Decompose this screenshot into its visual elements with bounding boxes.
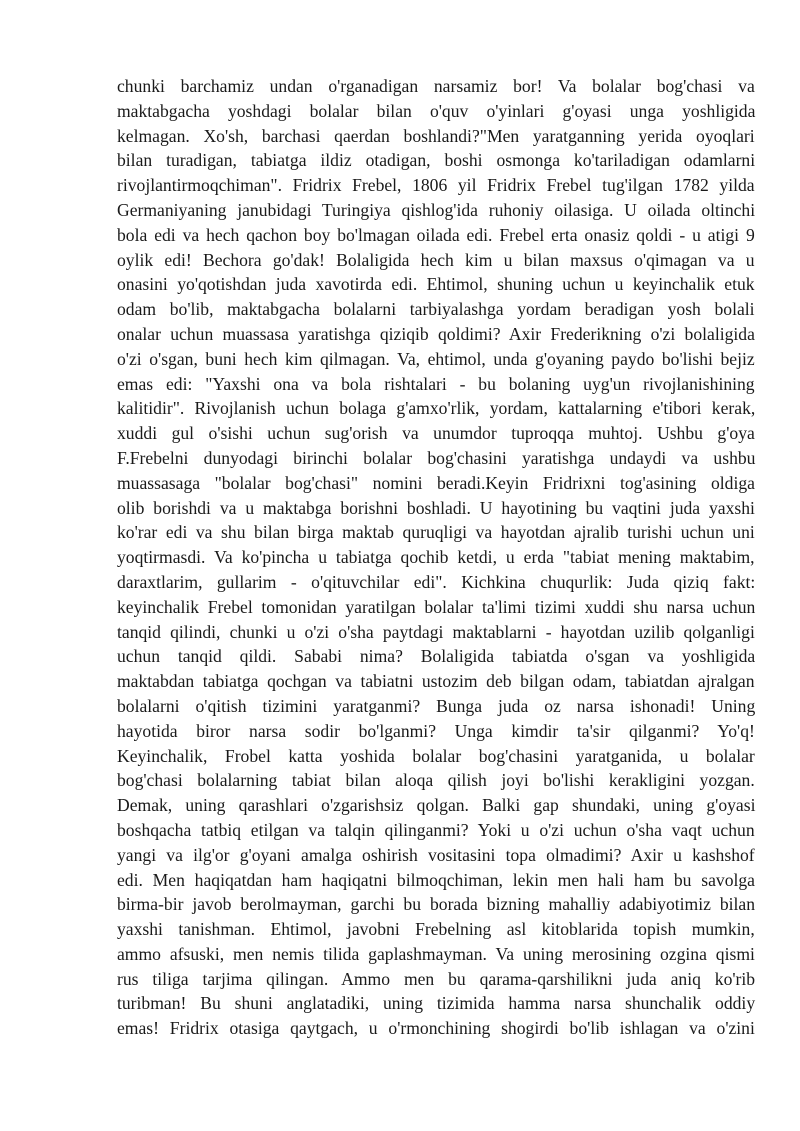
text-line: bola edi va hech qachon boy bo'lmagan oilada edi. Frebel erta onasiz qoldi - u atigi 9	[117, 224, 755, 245]
text-line: tanqid qilindi, chunki u o'zi o'sha paytdagi maktablarni - hayotdan uzilib qolganligi	[117, 621, 755, 642]
text-line: Demak, uning qarashlari o'zgarishsiz qolgan. Balki gap shundaki, uning g'oyasi	[117, 795, 756, 816]
text-line: maktabdan tabiatga qochgan va tabiatni ustozim deb bilgan odam, tabiatdan ajralgan	[117, 671, 755, 692]
text-line: emas! Fridrix otasiga qaytgach, u o'rmonchining shogirdi bo'lib ishlagan va o'zini	[117, 1018, 755, 1039]
text-line: edi. Men haqiqatdan ham haqiqatni bilmoqchiman, lekin men hali ham bu savolga	[117, 869, 755, 890]
text-line: yangi va ilg'or g'oyani amalga oshirish vositasini topa olmadimi? Axir u kashshof	[117, 844, 755, 865]
text-line: oylik edi! Bechora go'dak! Bolaligida hech kim u bilan maxsus o'qimagan va u	[117, 249, 755, 270]
text-line: olib borishdi va u maktabga borishni boshladi. U hayotining bu vaqtini juda yaxshi	[117, 497, 755, 518]
text-line: birma-bir javob berolmayman, garchi bu borada bizning mahalliy adabiyotimiz bilan	[117, 894, 756, 915]
text-line: rivojlantirmoqchiman". Fridrix Frebel, 1806 yil Fridrix Frebel tug'ilgan 1782 yilda	[117, 175, 755, 196]
text-line: Keyinchalik, Frobel katta yoshida bolalar bog'chasini yaratganida, u bolalar	[117, 745, 755, 766]
text-line: muassasaga "bolalar bog'chasi" nomini beradi.Keyin Fridrixni tog'asining oldiga	[117, 472, 755, 493]
text-line: onalar uchun muassasa yaratishga qiziqib qoldimi? Axir Frederikning o'zi bolaligida	[117, 323, 755, 344]
text-line: ko'rar edi va shu bilan birga maktab quruqligi va hayotdan ajralib turishi uchun uni	[117, 522, 755, 543]
text-line: o'zi o'sgan, buni hech kim qilmagan. Va, ehtimol, unda g'oyaning paydo bo'lishi bejiz	[117, 348, 755, 369]
text-line: yaxshi tanishman. Ehtimol, javobni Frebelning asl kitoblarida topish mumkin,	[117, 919, 755, 940]
text-line: rus tiliga tarjima qilingan. Ammo men bu qarama-qarshilikni juda aniq ko'rib	[117, 968, 756, 989]
text-line: daraxtlarim, gullarim - o'qituvchilar edi". Kichkina chuqurlik: Juda qiziq fakt:	[117, 571, 756, 592]
text-line: kelmagan. Xo'sh, barchasi qaerdan boshlandi?"Men yaratganning yerida oyoqlari	[117, 125, 755, 146]
text-line: chunki barchamiz undan o'rganadigan narsamiz bor! Va bolalar bog'chasi va	[117, 76, 755, 96]
text-line: uchun tanqid qildi. Sababi nima? Bolaligida tabiatda o'sgan va yoshligida	[117, 646, 756, 667]
text-line: bolalarni o'qitish tizimini yaratganmi? Bunga juda oz narsa ishonadi! Uning	[117, 695, 756, 716]
text-line: odam bo'lib, maktabgacha bolalarni tarbiyalashga yordam beradigan yosh bolali	[117, 299, 755, 320]
text-line: bilan turadigan, tabiatga ildiz otadigan, boshi osmonga ko'tariladigan odamlarni	[117, 150, 756, 171]
text-line: F.Frebelni dunyodagi birinchi bolalar bog'chasini yaratishga undaydi va ushbu	[117, 447, 756, 468]
document-page	[117, 74, 755, 1041]
text-line: onasini yo'qotishdan juda xavotirda edi. Ehtimol, shuning uchun u keyinchalik etuk	[117, 274, 755, 295]
text-line: boshqacha tatbiq etilgan va talqin qilinganmi? Yoki u o'zi uchun o'sha vaqt uchun	[117, 819, 755, 840]
text-line: turibman! Bu shuni anglatadiki, uning tizimida hamma narsa shunchalik oddiy	[117, 993, 756, 1014]
text-line: xuddi gul o'sishi uchun sug'orish va unumdor tuproqqa muhtoj. Ushbu g'oya	[117, 423, 755, 444]
text-line: kalitidir". Rivojlanish uchun bolaga g'amxo'rlik, yordam, kattalarning e'tibori kerak,	[117, 398, 756, 419]
text-line: ammo afsuski, men nemis tilida gaplashmayman. Va uning merosining ozgina qismi	[117, 943, 755, 964]
text-line: maktabgacha yoshdagi bolalar bilan o'quv o'yinlari g'oyasi unga yoshligida	[117, 100, 756, 121]
text-line: bog'chasi bolalarning tabiat bilan aloqa qilish joyi bo'lishi kerakligini yozgan.	[117, 770, 755, 791]
text-line: Germaniyaning janubidagi Turingiya qishlog'ida ruhoniy oilasiga. U oilada oltinchi	[117, 199, 756, 220]
text-line: hayotida biror narsa sodir bo'lganmi? Unga kimdir ta'sir qilganmi? Yo'q!	[117, 720, 755, 741]
text-line: keyinchalik Frebel tomonidan yaratilgan bolalar ta'limi tizimi xuddi shu narsa uchun	[117, 596, 756, 617]
text-line: emas edi: "Yaxshi ona va bola rishtalari - bu bolaning uyg'un rivojlanishining	[117, 373, 755, 394]
text-line: yoqtirmasdi. Va ko'pincha u tabiatga qochib ketdi, u erda "tabiat mening maktabim,	[117, 547, 755, 568]
